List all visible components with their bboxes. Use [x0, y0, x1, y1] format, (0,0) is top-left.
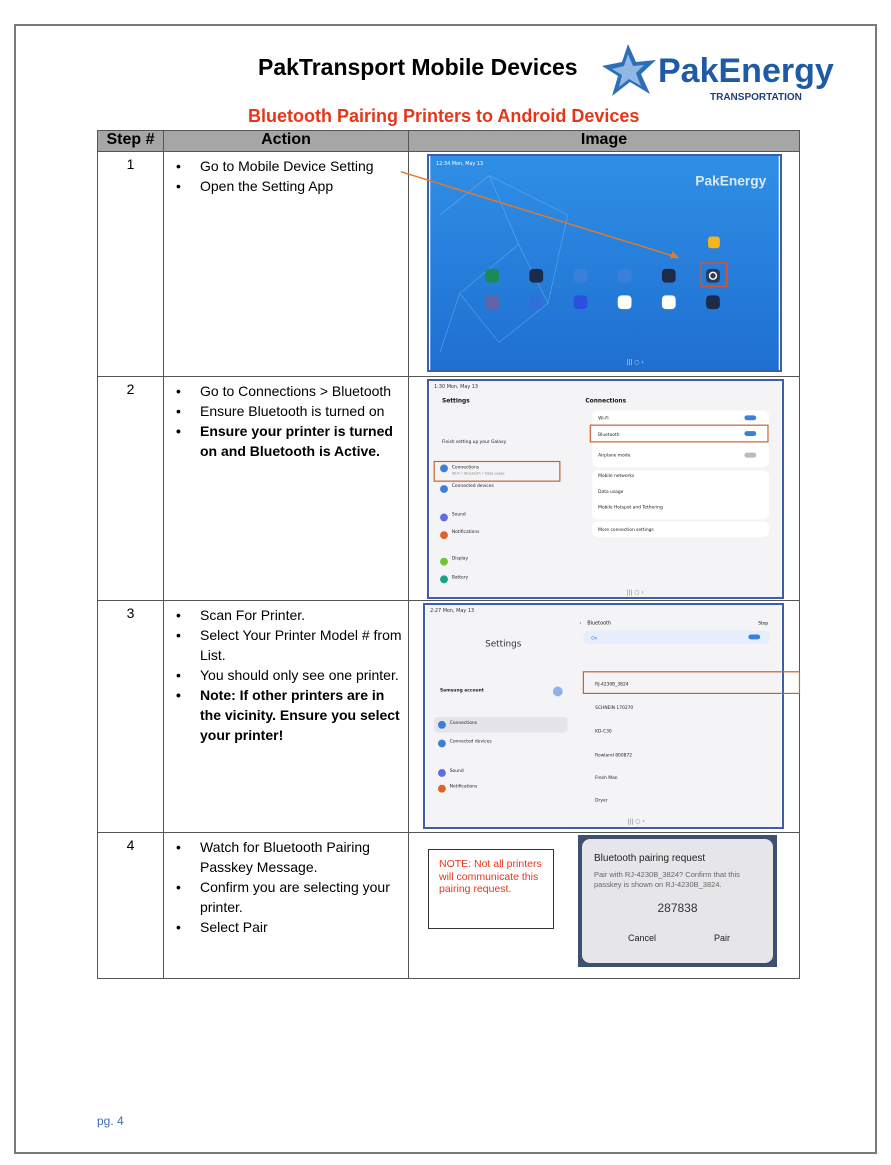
folder-app-icon — [708, 236, 720, 248]
action-cell — [164, 377, 409, 601]
header-action: Action — [164, 131, 409, 152]
settings-list-item[interactable]: Battery — [451, 575, 469, 581]
nav-bar: ||| ○ ‹ — [627, 819, 645, 826]
action-item: • Go to Connections > Bluetooth — [174, 381, 402, 401]
star-logo-icon — [602, 44, 656, 96]
sound-icon — [438, 769, 446, 777]
app-icon[interactable] — [662, 269, 676, 283]
battery-icon — [440, 575, 448, 583]
settings-list-item[interactable]: Connections — [451, 465, 480, 471]
settings-list-item[interactable]: Connections — [449, 720, 478, 726]
app-icon[interactable] — [485, 269, 499, 283]
action-item: • You should only see one printer. — [174, 665, 402, 685]
table-row — [98, 152, 800, 377]
pairing-dialog — [582, 839, 773, 963]
settings-list-subtext: Wi-Fi • Bluetooth • Data usage — [451, 471, 505, 476]
bluetooth-on-bar — [583, 631, 770, 645]
dialog-body: Pair with RJ-4230B_3824? Confirm that this passkey is shown on RJ-4230B_3824. — [594, 870, 740, 889]
devices-icon — [438, 740, 446, 748]
action-item: • Select Your Printer Model # from List. — [174, 625, 402, 665]
wallpaper-logo: PakEnergy — [695, 173, 767, 189]
status-bar-text: 1:30 Mon, May 13 — [434, 383, 479, 390]
table-row — [98, 833, 800, 979]
status-bar-text: 2:27 Mon, May 13 — [430, 607, 475, 614]
logo-subtext: TRANSPORTATION — [710, 92, 802, 103]
samsung-account-item[interactable]: Samsung account — [439, 688, 484, 694]
wifi-toggle[interactable] — [744, 415, 756, 420]
steps-table — [97, 130, 800, 979]
document-title: PakTransport Mobile Devices — [258, 54, 578, 80]
account-avatar — [553, 687, 563, 697]
bluetooth-scan-screenshot — [423, 603, 784, 829]
mobile-networks-item[interactable]: Mobile networks — [598, 474, 635, 480]
action-item: • Ensure Bluetooth is turned on — [174, 401, 402, 421]
bluetooth-title: Bluetooth — [587, 620, 612, 627]
stop-button[interactable]: Stop — [758, 621, 769, 627]
action-cell — [164, 601, 409, 833]
hotspot-item[interactable]: Mobile Hotspot and Tethering — [598, 505, 663, 511]
action-cell — [164, 833, 409, 979]
document-subtitle: Bluetooth Pairing Printers to Android Devices — [248, 106, 640, 126]
settings-list-item[interactable]: Display — [451, 556, 469, 562]
action-item: • Confirm you are selecting your printer. — [174, 877, 402, 917]
wifi-item[interactable]: Wi-Fi — [598, 416, 609, 422]
bluetooth-toggle[interactable] — [744, 431, 756, 436]
step-number: 2 — [98, 377, 164, 601]
notifications-icon — [438, 785, 446, 793]
passkey-value: 287838 — [657, 901, 698, 915]
action-cell — [164, 152, 409, 377]
app-icon[interactable] — [618, 269, 632, 283]
table-header-row — [98, 131, 800, 152]
app-icon[interactable] — [706, 295, 720, 309]
status-bar-text: 12:34 Mon, May 13 — [436, 160, 484, 167]
image-cell — [409, 152, 800, 377]
bluetooth-on-label: On — [591, 636, 598, 642]
action-item: • Note: If other printers are in the vicinity. Ensure you select your printer! — [174, 685, 402, 745]
settings-list-item[interactable]: Connected devices — [449, 739, 492, 745]
step-number: 1 — [98, 152, 164, 377]
device-list-item[interactable]: Rowland 800872 — [595, 753, 633, 759]
app-icon[interactable] — [574, 269, 588, 283]
sound-icon — [440, 514, 448, 522]
play-store-app-icon[interactable] — [662, 295, 676, 309]
logo-text: PakEnergy — [658, 52, 834, 90]
settings-title: Settings — [442, 398, 470, 405]
display-icon — [440, 558, 448, 566]
device-list-item[interactable]: Dryer — [595, 798, 608, 804]
settings-list-item[interactable]: Finish setting up your Galaxy — [442, 439, 507, 445]
note-text: NOTE: Not all printers will communicate this pairing request. — [439, 858, 542, 895]
image-cell — [409, 601, 800, 833]
pair-button[interactable]: Pair — [714, 933, 731, 943]
action-item: • Select Pair — [174, 917, 402, 937]
maps-app-icon[interactable] — [618, 295, 632, 309]
notifications-icon — [440, 531, 448, 539]
settings-title: Settings — [485, 639, 522, 650]
settings-list-item[interactable]: Notifications — [451, 530, 480, 536]
header-image: Image — [409, 131, 800, 152]
connections-icon — [440, 464, 448, 472]
step-number: 4 — [98, 833, 164, 979]
app-icon[interactable] — [529, 269, 543, 283]
step-number: 3 — [98, 601, 164, 833]
action-item: • Open the Setting App — [174, 176, 402, 196]
dialog-title: Bluetooth pairing request — [594, 853, 706, 864]
device-list-item[interactable]: Fresh Man — [595, 775, 618, 781]
settings-list-item[interactable]: Sound — [451, 512, 466, 518]
action-item: • Ensure your printer is turned on and Bluetooth is Active. — [174, 421, 402, 461]
settings-app-icon[interactable] — [706, 269, 720, 283]
bluetooth-toggle[interactable] — [748, 634, 760, 639]
connections-card — [592, 410, 769, 467]
image-cell — [409, 833, 800, 979]
data-usage-item[interactable]: Data usage — [598, 489, 624, 495]
device-list-item[interactable]: SCHNEIN 170270 — [595, 706, 634, 712]
more-settings-item[interactable]: More connection settings — [598, 528, 654, 534]
bluetooth-item[interactable]: Bluetooth — [598, 432, 620, 438]
action-item: • Go to Mobile Device Setting — [174, 156, 402, 176]
nav-bar: ||| ○ ‹ — [626, 360, 644, 367]
airplane-toggle[interactable] — [744, 453, 756, 458]
home-screen-screenshot — [427, 154, 782, 372]
device-list-item[interactable]: RJ-4230B_3824 — [595, 682, 629, 688]
pakenergy-logo — [598, 38, 834, 108]
page-number: pg. 4 — [97, 1114, 124, 1128]
airplane-mode-item[interactable]: Airplane mode — [598, 453, 631, 459]
header-step: Step # — [98, 131, 164, 152]
nav-bar: ||| ○ ‹ — [626, 590, 644, 597]
settings-list-item[interactable]: Sound — [449, 768, 464, 774]
app-icon[interactable] — [485, 295, 499, 309]
cancel-button[interactable]: Cancel — [628, 933, 657, 943]
app-icon[interactable] — [574, 295, 588, 309]
connections-icon — [438, 721, 446, 729]
device-list-item[interactable]: KD-C30 — [595, 729, 612, 735]
connections-title: Connections — [585, 398, 627, 405]
pairing-request-screenshot — [578, 835, 777, 967]
back-chevron-icon[interactable]: ‹ — [579, 620, 582, 627]
action-item: • Watch for Bluetooth Pairing Passkey Message. — [174, 837, 402, 877]
table-row — [98, 377, 800, 601]
table-row — [98, 601, 800, 833]
connections-settings-screenshot — [427, 379, 784, 599]
image-cell — [409, 377, 800, 601]
devices-icon — [440, 485, 448, 493]
settings-list-item[interactable]: Connected devices — [451, 484, 494, 490]
app-icon[interactable] — [529, 295, 543, 309]
note-box — [428, 849, 554, 929]
settings-list-item[interactable]: Notifications — [449, 784, 478, 790]
action-item: • Scan For Printer. — [174, 605, 402, 625]
